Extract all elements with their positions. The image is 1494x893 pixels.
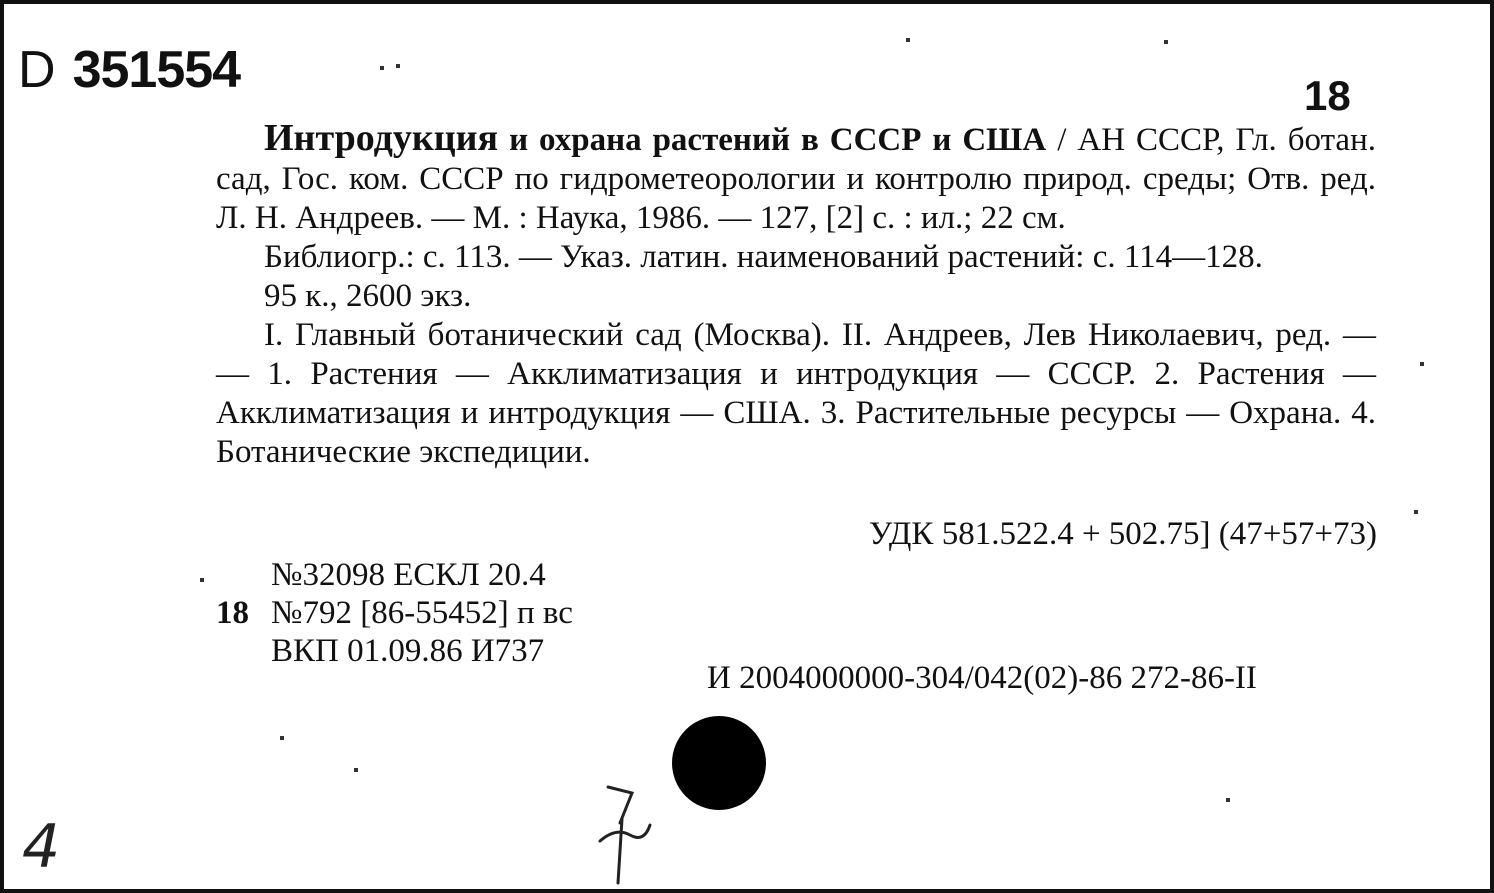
entry-title: Интродукция xyxy=(264,117,499,159)
speck xyxy=(1164,40,1168,44)
entry-title-rest: и охрана растений в СССР и США xyxy=(509,122,1047,158)
handwritten-mark-center xyxy=(594,779,664,889)
catalog-mark: D xyxy=(18,41,55,99)
handwritten-mark-left: 4 xyxy=(22,812,61,882)
registration-lead-number: 18 xyxy=(216,595,249,631)
speck xyxy=(906,38,910,42)
speck xyxy=(1226,798,1230,802)
subject-headings: I. Главный ботанический сад (Москва). II. Андреев, Лев Николаевич, ред. — — 1. Растения — Акклиматизация и интродукция — СССР. 2. Растения — Акклиматизация и интродукция — США. 3. Растительные ресурсы — Охрана. 4. Ботанические экспедиции. xyxy=(216,317,1376,470)
punch-hole xyxy=(672,716,766,810)
speck xyxy=(354,768,358,772)
speck xyxy=(396,64,400,68)
udk-code: УДК 581.522.4 + 502.75] (47+57+73) xyxy=(868,516,1377,552)
speck xyxy=(200,578,204,582)
speck xyxy=(380,66,384,70)
bibliographic-entry xyxy=(216,119,1376,472)
price-note: 95 к., 2600 экз. xyxy=(264,278,472,314)
speck xyxy=(280,736,284,740)
speck xyxy=(1420,362,1424,366)
title-paragraph xyxy=(216,119,1376,238)
registration-line-2: №792 [86-55452] п вс xyxy=(271,595,573,631)
entry-responsibility: / АН СССР, Гл. ботан. сад, Гос. ком. СССР по гидрометеорологии и контролю природ. среды; Отв. ред. Л. Н. Андреев. — М. : Наука, 1986. — 127, [2] с. : ил.; 22 см. xyxy=(216,122,1376,236)
bibliography-note: Библиогр.: с. 113. — Указ. латин. наименований растений: с. 114—128. xyxy=(264,239,1263,275)
registration-line-1: №32098 ЕСКЛ 20.4 xyxy=(271,557,546,593)
registration-block xyxy=(216,556,573,670)
speck xyxy=(1414,510,1418,514)
inventory-number: 351554 xyxy=(72,41,241,99)
card-number: 18 xyxy=(1304,72,1351,119)
registration-line-3: ВКП 01.09.86 И737 xyxy=(271,633,545,669)
inventory-header xyxy=(18,40,240,100)
publisher-code: И 2004000000-304/042(02)-86 272-86-II xyxy=(707,660,1257,696)
